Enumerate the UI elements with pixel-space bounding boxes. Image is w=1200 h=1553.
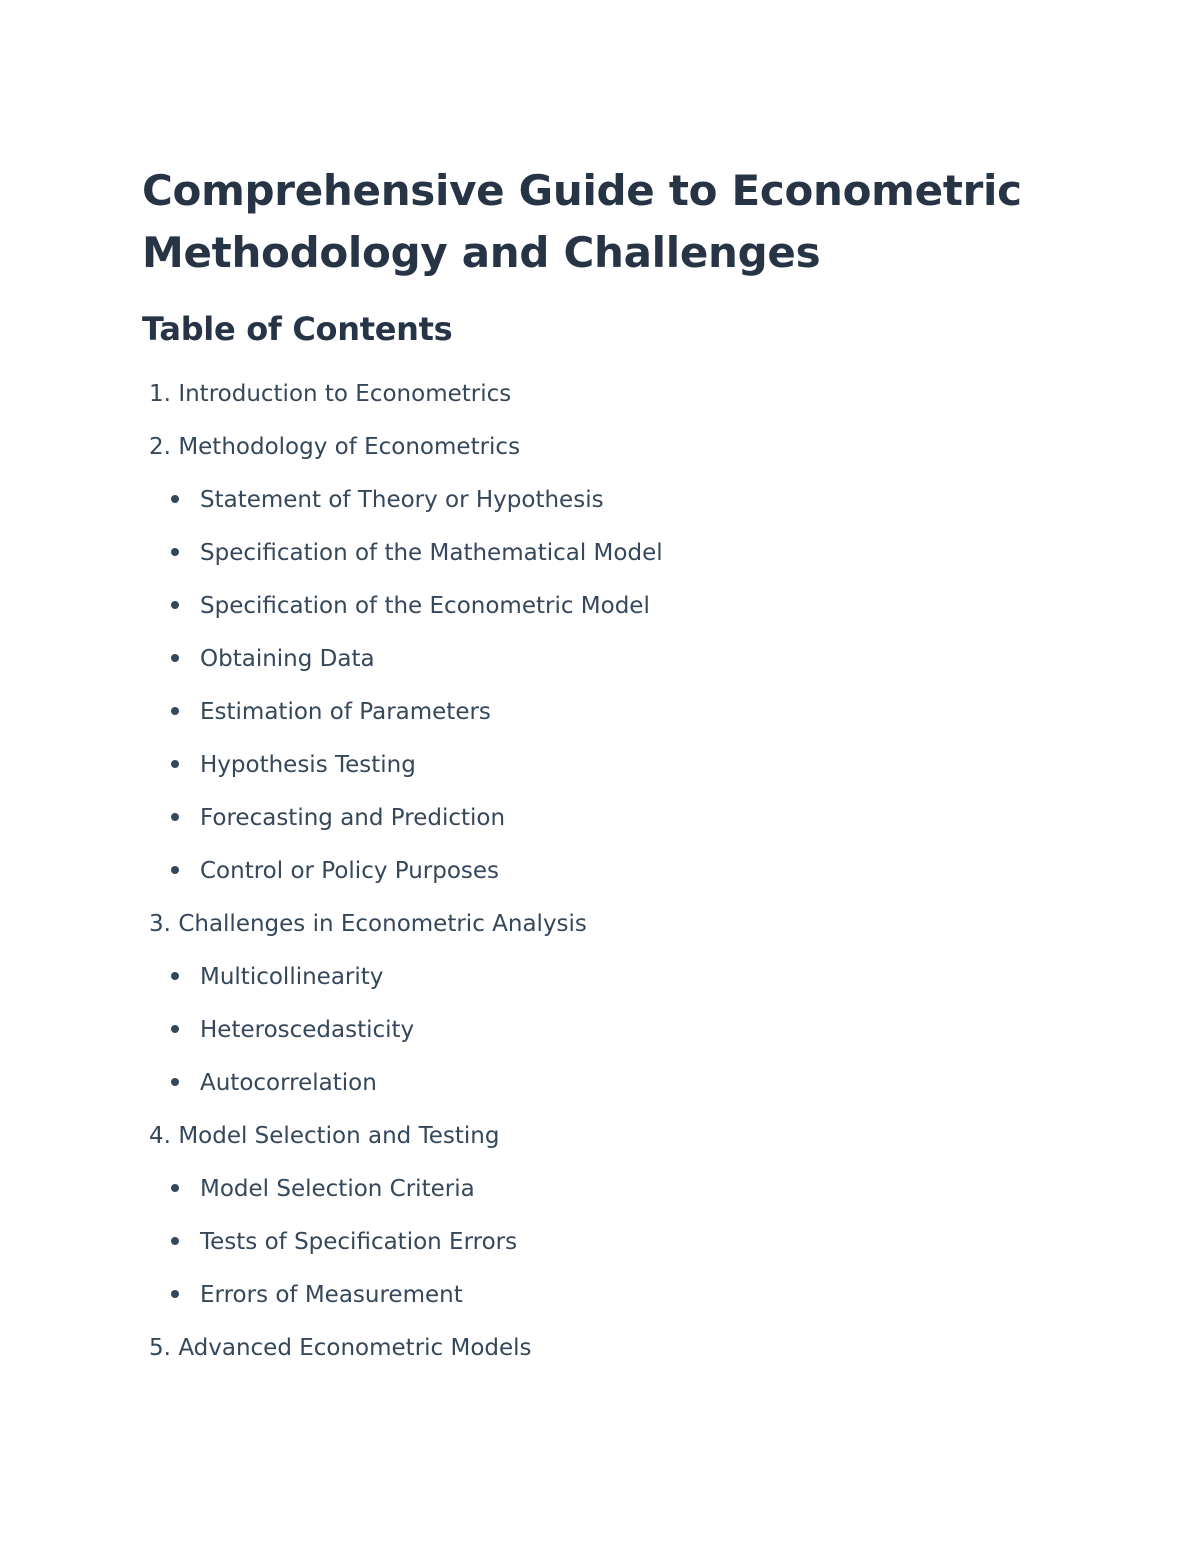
toc-subitem-label: Autocorrelation: [200, 1070, 377, 1096]
toc-item-number: 1.: [149, 381, 171, 407]
toc-subitem: [142, 580, 1102, 633]
bullet-icon: [171, 1184, 179, 1192]
document-title: Comprehensive Guide to Econometric Methodology and Challenges: [142, 166, 1022, 277]
toc-item: [142, 368, 1102, 421]
toc-subitem-label: Statement of Theory or Hypothesis: [200, 487, 604, 513]
toc-subitem: [142, 792, 1102, 845]
toc-subitem-label: Heteroscedasticity: [200, 1017, 415, 1043]
toc-item-number: 3.: [149, 911, 171, 937]
toc-item-label: Model Selection and Testing: [178, 1123, 500, 1149]
toc-subitem-label: Errors of Measurement: [200, 1282, 463, 1308]
bullet-icon: [171, 1290, 179, 1298]
toc-subitem-label: Control or Policy Purposes: [200, 858, 500, 884]
bullet-icon: [171, 495, 179, 503]
toc-item: [142, 421, 1102, 474]
toc-subitem-label: Specification of the Econometric Model: [200, 593, 650, 619]
toc-item-label: Advanced Econometric Models: [178, 1335, 532, 1361]
toc-subitem-label: Tests of Specification Errors: [200, 1229, 518, 1255]
bullet-icon: [171, 866, 179, 874]
bullet-icon: [171, 1237, 179, 1245]
toc-subitem-label: Specification of the Mathematical Model: [200, 540, 663, 566]
toc-subsection: [142, 474, 1102, 898]
toc-subitem: [142, 1057, 1102, 1110]
toc-subsection: [142, 1163, 1102, 1322]
bullet-icon: [171, 601, 179, 609]
toc-subitem: [142, 1216, 1102, 1269]
toc-sublist: [142, 1163, 1102, 1322]
toc-subitem: [142, 1004, 1102, 1057]
bullet-icon: [171, 972, 179, 980]
toc-subitem-label: Model Selection Criteria: [200, 1176, 475, 1202]
toc-subitem: [142, 739, 1102, 792]
toc-subitem-label: Forecasting and Prediction: [200, 805, 506, 831]
toc-heading: Table of Contents: [142, 310, 453, 348]
toc-subitem-label: Obtaining Data: [200, 646, 375, 672]
toc-item: [142, 898, 1102, 951]
table-of-contents: [142, 368, 1102, 1375]
bullet-icon: [171, 707, 179, 715]
toc-sublist: [142, 951, 1102, 1110]
document-page: [142, 160, 1102, 1375]
toc-subitem: [142, 845, 1102, 898]
toc-item-number: 2.: [149, 434, 171, 460]
bullet-icon: [171, 654, 179, 662]
toc-subitem: [142, 527, 1102, 580]
bullet-icon: [171, 1025, 179, 1033]
bullet-icon: [171, 760, 179, 768]
toc-subitem: [142, 1163, 1102, 1216]
toc-item: [142, 1110, 1102, 1163]
bullet-icon: [171, 1078, 179, 1086]
toc-subitem-label: Multicollinearity: [200, 964, 384, 990]
bullet-icon: [171, 548, 179, 556]
toc-subitem: [142, 951, 1102, 1004]
toc-subitem: [142, 1269, 1102, 1322]
toc-item-label: Challenges in Econometric Analysis: [178, 911, 587, 937]
toc-item-number: 5.: [149, 1335, 171, 1361]
toc-item: [142, 1322, 1102, 1375]
toc-subitem-label: Hypothesis Testing: [200, 752, 416, 778]
toc-item-number: 4.: [149, 1123, 171, 1149]
toc-subitem: [142, 686, 1102, 739]
toc-sublist: [142, 474, 1102, 898]
toc-item-label: Methodology of Econometrics: [178, 434, 521, 460]
toc-subitem-label: Estimation of Parameters: [200, 699, 491, 725]
toc-item-label: Introduction to Econometrics: [178, 381, 512, 407]
toc-subitem: [142, 474, 1102, 527]
toc-subitem: [142, 633, 1102, 686]
toc-subsection: [142, 951, 1102, 1110]
bullet-icon: [171, 813, 179, 821]
